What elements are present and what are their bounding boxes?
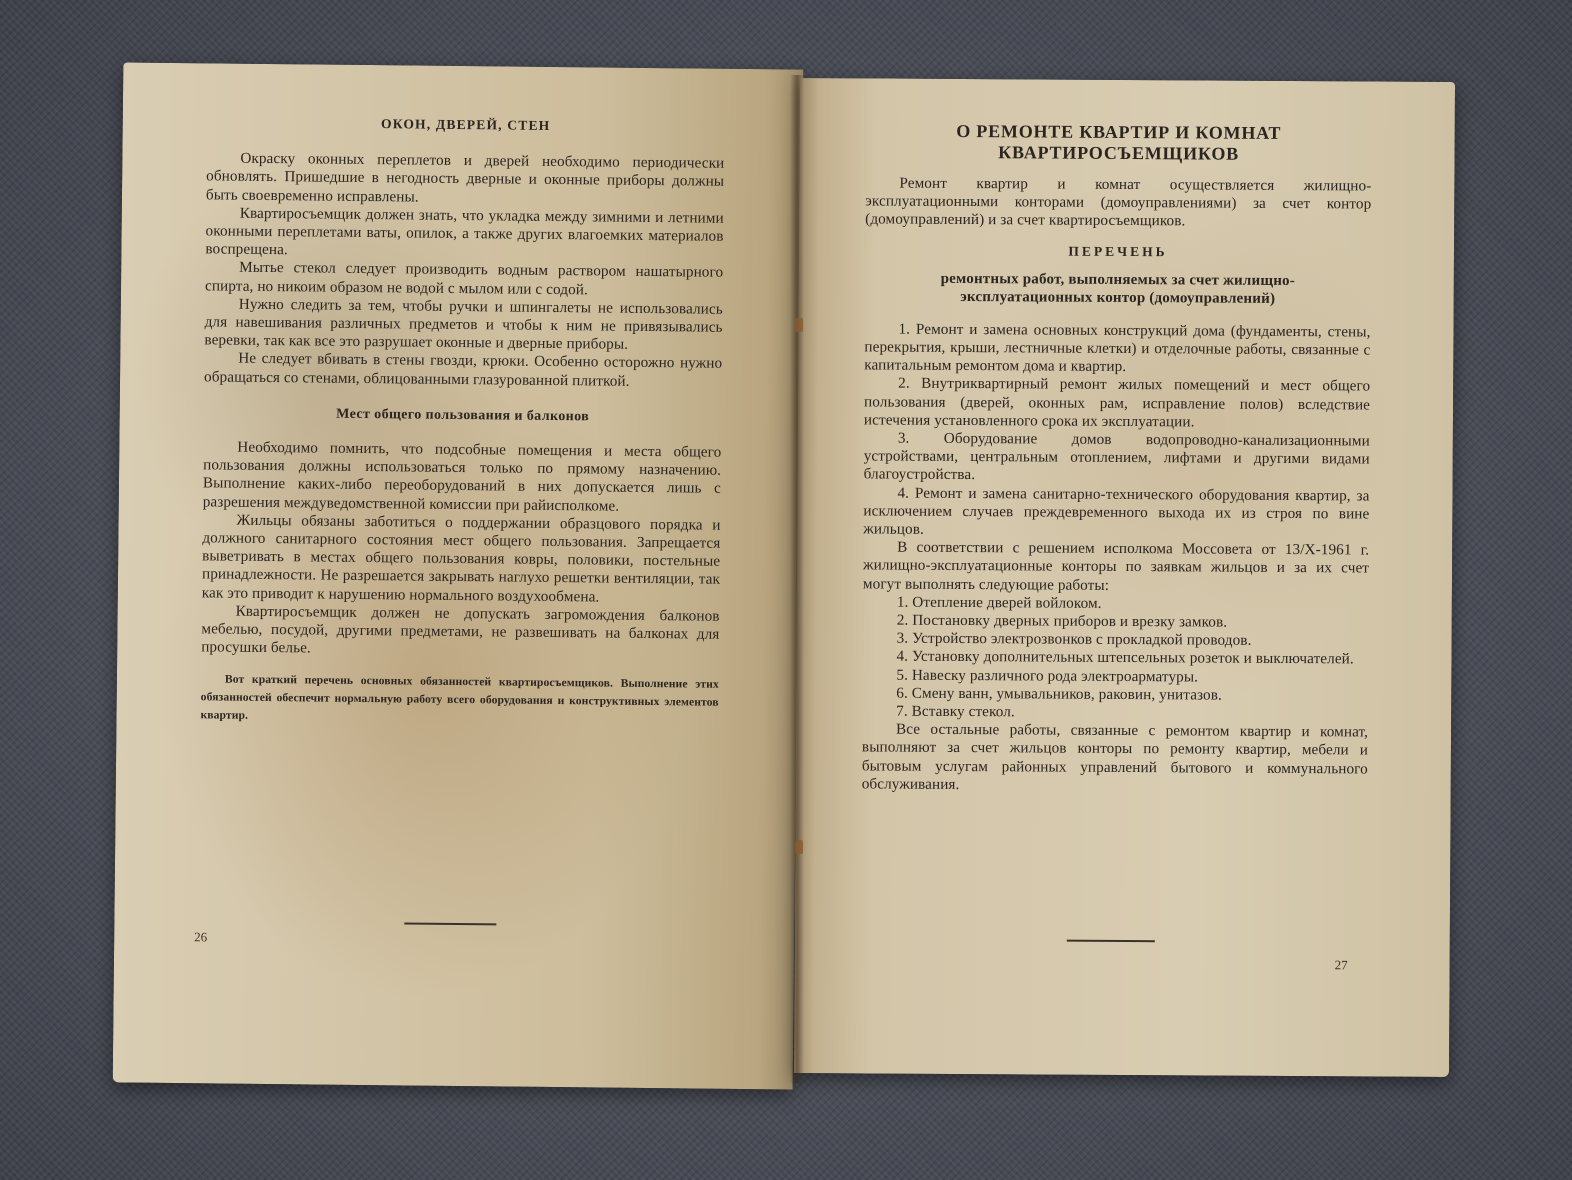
- right-page-heading: О РЕМОНТЕ КВАРТИР И КОМНАТ КВАРТИРОСЪЕМЩИКОВ: [956, 120, 1282, 164]
- paragraph: Необходимо помнить, что подсобные помещения и места общего пользования должны использоваться только по прямому назначению. Выполнение каких-либо переоборудований в них допускается лишь с разрешения междуведомственной комиссии при райисполкоме.: [202, 438, 722, 515]
- page-number: 26: [194, 929, 208, 945]
- left-page-heading: ОКОН, ДВЕРЕЙ, СТЕН: [380, 116, 551, 133]
- closing-note: Вот краткий перечень основных обязанностей квартиросъемщиков. Выполнение этих обязанностей обеспечит нормальную работу всего оборудования и конструктивных элементов квартир.: [200, 673, 719, 723]
- left-page-subheading: Мест общего пользования и балконов: [336, 406, 590, 425]
- list-item: 4. Установку дополнительных штепсельных розеток и выключателей.: [896, 648, 1354, 668]
- list-item: 5. Навеску различного рода электроарматуры.: [896, 666, 1199, 686]
- list-item: 3. Оборудование домов водопроводно-канализационными устройствами, центральным отоплением, лифтами и другими видами благоустройства.: [863, 429, 1370, 484]
- paragraph: Не следует вбивать в стены гвозди, крюки. Особенно осторожно нужно обращаться со стенами, облицованными глазурованной плиткой.: [203, 350, 723, 390]
- paragraph: Ремонт квартир и комнат осуществляется жилищно-эксплуатационными конторами (домоуправлениями) за счет контор (домоуправлений) и за счет квартиросъемщиков.: [865, 174, 1372, 230]
- paragraph: Квартиросъемщик должен знать, что укладка между зимними и летними оконными переплетами ваты, опилок, а также других влагоемких материалов воспрещена.: [205, 204, 724, 259]
- list-item: 2. Внутриквартирный ремонт жилых помещений и мест общего пользования (дверей, оконных рам, исправление полов) вследствие истечения установленного срока их эксплуатации.: [863, 375, 1371, 431]
- right-page-text: [862, 120, 1372, 796]
- staple: [795, 318, 803, 332]
- paragraph: Квартиросъемщик должен не допускать загромождения балконов мебелью, посудой, другими предметами, не развешивать на балконах для просушки белье.: [201, 602, 720, 657]
- list-subheading: ремонтных работ, выполняемых за счет жилищно-эксплуатационных контор (домоуправлений): [940, 270, 1296, 308]
- paragraph: Все остальные работы, связанные с ремонтом квартир и комнат, выполняют за счет жильцов конторы по ремонту квартир, мебели и бытовым услугам районных управлений бытового и коммунального обслуживания.: [861, 720, 1369, 793]
- list-item: 6. Смену ванн, умывальников, раковин, унитазов.: [896, 684, 1223, 704]
- paragraph: Нужно следить за тем, чтобы ручки и шпингалеты не использовались для навешивания различных предметов и чтобы к ним не привязывались веревки, так как все это разрушает оконные и дверные приборы.: [204, 295, 723, 354]
- list-item: 2. Постановку дверных приборов и врезку замков.: [896, 611, 1228, 631]
- section-divider: [1067, 940, 1155, 942]
- paragraph: В соответствии с решением исполкома Моссовета от 13/X-1961 г. жилищно-эксплуатационные конторы по заявкам жильцов и за их счет могут выполнять следующие работы:: [862, 538, 1370, 594]
- list-item: 4. Ремонт и замена санитарно-технического оборудования квартир, за исключением случаев преждевременного выхода их из строя по вине жильцов.: [863, 484, 1370, 538]
- paragraph: Мытье стекол следует производить водным раствором нашатырного спирта, но никоим образом не водой с мылом или с содой.: [204, 259, 724, 298]
- list-heading: ПЕРЕЧЕНЬ: [1068, 243, 1168, 259]
- section-divider: [404, 922, 496, 924]
- list-item: 1. Ремонт и замена основных конструкций дома (фундаменты, стены, перекрытия, крыши, лестничные клетки) и отделочные работы, связанные с капитальным ремонтом дома и квартир.: [864, 320, 1371, 376]
- list-item: 3. Устройство электрозвонков с прокладкой проводов.: [896, 629, 1252, 650]
- left-page: [113, 62, 804, 1089]
- page-number: 27: [1334, 957, 1348, 973]
- list-item: 7. Вставку стекол.: [896, 702, 1015, 721]
- right-page: [794, 78, 1455, 1077]
- paragraph: Окраску оконных переплетов и дверей необходимо периодически обновлять. Пришедшие в негодность дверные и оконные приборы должны быть своевременно исправлены.: [205, 149, 725, 206]
- paragraph: Жильцы обязаны заботиться о поддержании образцового порядка и должного санитарного состояния мест общего пользования. Запрещается выветривать в местах общего пользования ковры, половики, постельные принадлежности. Не разрешается закрывать наглухо решетки вентиляции, так как это приводит к нарушению нормального воздухообмена.: [201, 511, 721, 606]
- left-page-text: [200, 113, 724, 730]
- list-item: 1. Отепление дверей войлоком.: [896, 593, 1102, 612]
- staple: [795, 840, 803, 854]
